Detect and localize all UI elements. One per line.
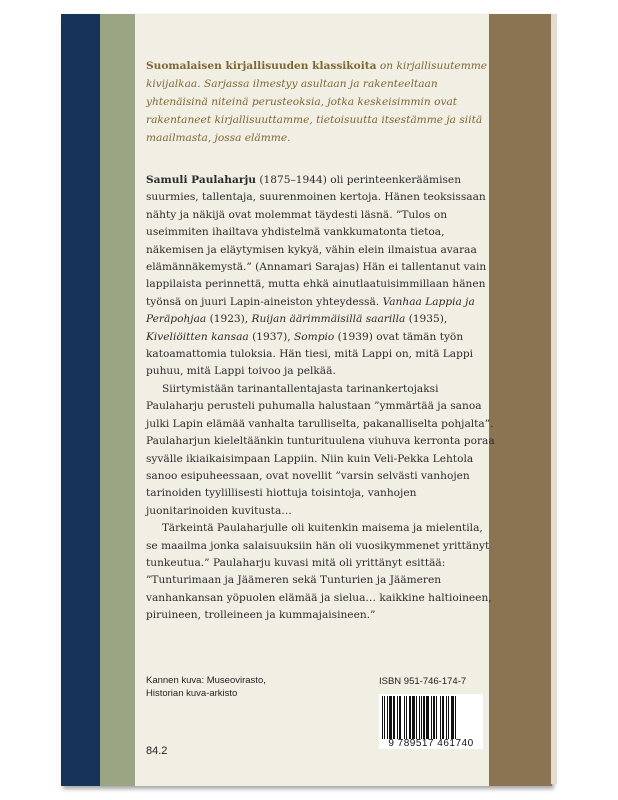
barcode-bars [382, 696, 480, 739]
barcode-bar [448, 696, 449, 739]
barcode-bar [446, 696, 447, 739]
book-title: Sompio [294, 330, 335, 343]
bio-paragraph-1 [146, 172, 496, 381]
barcode-bar [393, 696, 395, 739]
book-back-cover [61, 14, 552, 786]
book-title: Vanhaa Lappia ja Peräpohjaa [146, 295, 475, 326]
author-bio [146, 172, 496, 625]
barcode-bar [426, 696, 429, 739]
barcode-bar [455, 696, 456, 739]
author-name: Samuli Paulaharju [146, 174, 256, 186]
barcode-bar [399, 696, 401, 739]
isbn-label: ISBN 951-746-174-7 [379, 676, 467, 687]
barcode-bar [382, 696, 383, 739]
barcode-bar [442, 696, 444, 739]
bio-text: ovat tämän työn katoamattomia tuloksia. Hän tiesi, mitä Lappi on, mitä Lappi puhuu, mitä Lappi toivoo ja pelkää. [146, 330, 474, 378]
book-title: Ruijan äärimmäisillä saarilla [251, 313, 406, 326]
bio-paragraph-2: Siirtymistään tarinantallentajasta tarinankertojaksi Paulaharju perusteli puhumalla halustaan ”ymmärtää ja sanoa julki Lapin elämää vanhalta tarulliselta, pakanalliselta pohjalta”. Paulaharjun kieleltäänkin tunturituulena viuhuva kerronta poraa syvälle ikiaikaisimpaan Lappiin. Niin kuin Veli-Pekka Lehtola sanoo esipuheessaan, ovat novellit ”varsin selvästi vanhojen tarinoiden tyylillisesti hiottuja toisintoja, vanhojen juonitarinoiden kuvitusta… [146, 382, 495, 517]
book-year: (1939) [337, 330, 373, 343]
barcode-bar [384, 696, 385, 739]
barcode-bar [423, 696, 425, 739]
sage-stripe [100, 14, 135, 786]
barcode-bar [404, 696, 405, 739]
barcode-bar [436, 696, 437, 739]
barcode-bar [416, 696, 417, 739]
barcode [379, 694, 483, 749]
bio-text: (1875–1944) oli perinteenkeräämisen suurmies, tallentaja, suurenmoinen kertoja. Hänen teoksissaan nähty ja näkijä ovat molemmat täydesti läsnä. ”Tulos on useimmiten ihailtava yhdistelmä vankkumatonta tietoa, näkemisen ja eläytymisen kykyä, vähin elein ilmaistua avaraa elämännäkemystä.” (Annamari Sarajas) Hän ei tallentanut vain lappilaista perinnettä, mutta ehkä ainutlaatuisimmillaan hänen työnsä on juuri Lapin-aineiston yhteydessä. [146, 174, 487, 308]
barcode-bar [440, 696, 441, 739]
barcode-bar [397, 696, 398, 739]
book-year: (1935), [408, 313, 448, 326]
bio-paragraph-3: Tärkeintä Paulaharjulle oli kuitenkin maisema ja mielentila, se maailma jonka salaisuuksiin hän oli vuosikymmenet yrittänyt tunkeutua.” Paulaharju kuvasi mitä oli yrittänyt esittää: ”Tunturimaan ja Jäämeren sekä Tunturien ja Jäämeren vanhankansan yöpuolen elämää ja sielua… kaikkine haltioineen, piruineen, trolleineen ja kummajaisineen.” [146, 522, 492, 622]
credit-line-1: Kannen kuva: Museovirasto, [146, 675, 266, 686]
brown-stripe [489, 14, 552, 786]
barcode-bar [421, 696, 422, 739]
book-year: (1937), [252, 330, 291, 343]
series-blurb [146, 57, 496, 147]
barcode-bar [419, 696, 420, 739]
barcode-bar [389, 696, 392, 739]
book-year: (1923), [209, 313, 249, 326]
barcode-bar [451, 696, 454, 739]
barcode-number: 9 789517 461740 [388, 738, 474, 749]
barcode-bar [409, 696, 411, 739]
price-code: 84.2 [146, 745, 168, 757]
barcode-bar [406, 696, 407, 739]
page-edge [551, 14, 557, 784]
barcode-bar [387, 696, 388, 739]
cover-image-credit [146, 674, 316, 700]
series-title: Suomalaisen kirjallisuuden klassikoita [146, 60, 377, 72]
barcode-bar [412, 696, 415, 739]
book-title: Kiveliöitten kansaa [146, 330, 249, 343]
credit-line-2: Historian kuva-arkisto [146, 688, 238, 699]
barcode-bar [431, 696, 432, 739]
barcode-bar [433, 696, 435, 739]
series-text: on kirjallisuutemme kivijalkaa. Sarjassa ilmestyy asultaan ja rakenteeltaan yhtenäisinä niteinä perusteoksia, jotka keskeisimmin ovat rakentaneet kirjallisuuttamme, tietoisuutta itsestämme ja siitä maailmasta, jossa elämme. [146, 60, 488, 144]
navy-stripe [61, 14, 100, 786]
